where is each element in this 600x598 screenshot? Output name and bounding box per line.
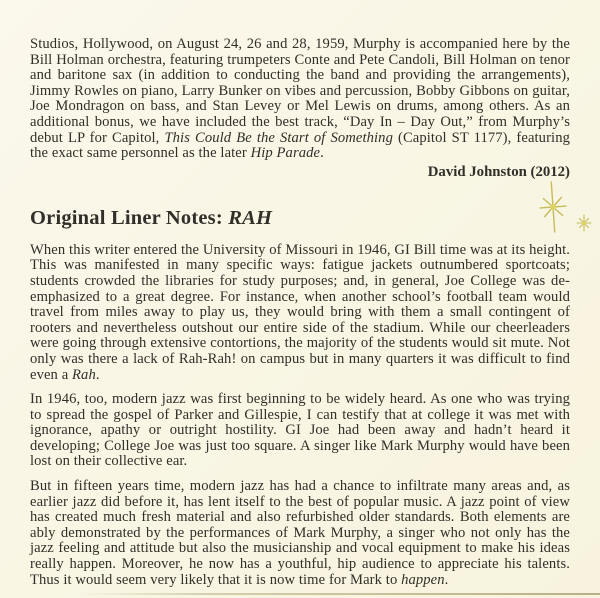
text-segment: But in fifteen years time, modern jazz has had a chance to infiltrate many areas and, as earlier jazz did before it, has lent itself to the best of popular music. A jazz point of view has created much fresh material and also refurbished older standards. Both elements are ably demonstrated by the performances of Mark Murphy, a singer who not only has the jazz feeling and attitude but also the musicianship and vocal equipment to make his ideas really happen. Moreover, he now has a youthful, hip audience to appreciate his talents. Thus it would seem very likely that it is now time for Mark to bbox=[30, 478, 570, 588]
intro-paragraph bbox=[30, 37, 570, 162]
byline: David Johnston (2012) bbox=[427, 163, 570, 180]
section-heading bbox=[30, 206, 570, 230]
album-title-italic: Rah bbox=[72, 366, 96, 383]
scan-edge-artifact bbox=[78, 593, 600, 595]
text-segment: In 1946, too, modern jazz was first beginning to be widely heard. As one who was trying to spread the gospel of Parker and Gillespie, I can testify that at college it was met with ignorance, apathy or outright hostility. GI Joe had been away and hadn’t heard it developing; College Joe was just too square. A singer like Mark Murphy would have been lost on their collective ear. bbox=[30, 391, 570, 470]
liner-notes-paragraph-2 bbox=[30, 392, 570, 470]
text-segment: . bbox=[95, 366, 100, 383]
liner-notes-paragraph-3 bbox=[30, 479, 570, 588]
text-segment: Studios, Hollywood, on August 24, 26 and 28, 1959, Murphy is accompanied here by the Bill Holman orchestra, featuring trumpeters Conte and Pete Candoli, Bill Holman on tenor and baritone sax (in addition to conducting the band and providing the arrangements), Jimmy Rowles on piano, Larry Bunker on vibes and percussion, Bobby Gibbons on guitar, Joe Mondragon on bass, and Stan Levey or Mel Lewis on drums, among others. As an additional bonus, we have included the best track, “Day In – Day Out,” from Murphy’s debut LP for Capitol, bbox=[30, 36, 570, 146]
liner-notes-paragraph-1 bbox=[30, 243, 570, 383]
album-title-italic: This Could Be the Start of Something bbox=[164, 129, 393, 146]
text-segment: . bbox=[444, 571, 449, 588]
text-segment: . bbox=[320, 145, 324, 162]
heading-prefix: Original Liner Notes: bbox=[30, 206, 229, 229]
small-star-icon bbox=[577, 215, 591, 231]
album-title-italic: Hip Parade bbox=[250, 145, 321, 162]
heading-album-title: RAH bbox=[228, 206, 273, 229]
small-star-center bbox=[582, 221, 585, 224]
text-segment: (Capitol ST 1177), featuring the exact same personnel as the later bbox=[30, 129, 570, 162]
text-segment: When this writer entered the University of Missouri in 1946, GI Bill time was at its height. This was manifested in many specific ways: fatigue jackets outnumbered sportcoats; students crowded the libraries for study purposes; and, in general, Joe College was de-emphasized to a great degree. For instance, when another school’s football team would travel from miles away to play us, they would bring with them a small contingent of rooters and nevertheless outshout our entire side of the stadium. While our cheerleaders were going through extensive contortions, the majority of the students would sit mute. Not only was there a lack of Rah-Rah! on campus but in many quarters it was difficult to find even a bbox=[30, 241, 570, 383]
emphasis-italic: happen bbox=[401, 571, 445, 588]
